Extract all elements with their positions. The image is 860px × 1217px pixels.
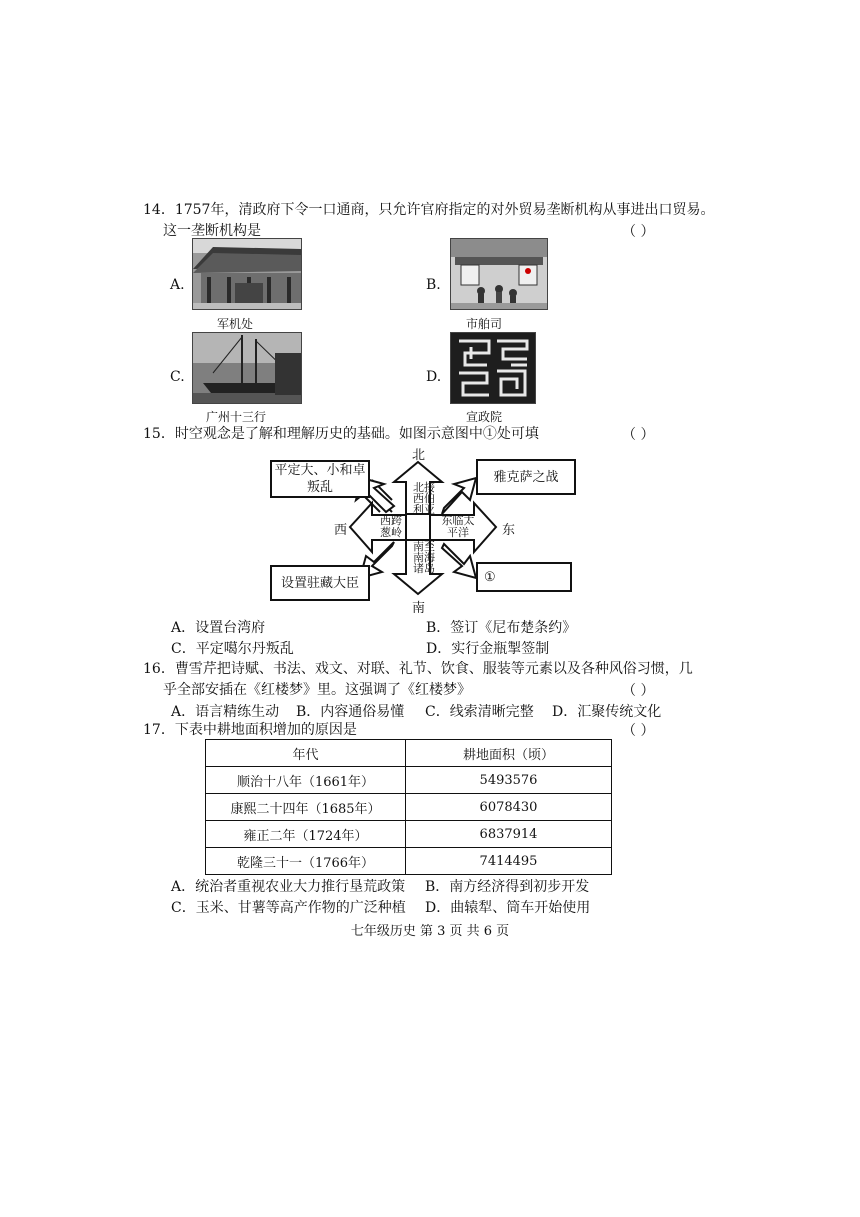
q15-answer-paren: （ ） (622, 427, 655, 443)
q17-option-c: C．玉米、甘薯等高产作物的广泛种植 (171, 900, 406, 916)
q14-option-b-caption: 市舶司 (466, 317, 503, 331)
farmland-area-table (205, 739, 612, 875)
q14-option-c-letter: C. (170, 369, 185, 385)
arrow-south-text: 南至南海诸岛 (413, 540, 435, 575)
table-cell-era: 雍正二年（1724年） (206, 821, 406, 848)
table-cell-area: 7414495 (406, 848, 612, 875)
table-row (206, 848, 612, 875)
diagram-north-label: 北 (412, 448, 426, 463)
q14-option-d-letter: D. (426, 369, 442, 385)
table-header-row (206, 740, 612, 767)
table-cell-era: 顺治十八年（1661年） (206, 767, 406, 794)
q15-option-c: C．平定噶尔丹叛乱 (171, 641, 294, 657)
diagram-box-top-right: 雅克萨之战 (476, 459, 576, 495)
diagram-box-top-left: 平定大、小和卓叛乱 (270, 460, 370, 498)
q14-option-b-letter: B. (426, 277, 441, 293)
table-row (206, 794, 612, 821)
diagram-box-blank-1: ① (476, 562, 572, 592)
arrow-west-text: 西跨葱岭 (380, 514, 402, 539)
q16-option-b: B．内容通俗易懂 (296, 704, 405, 720)
q17-option-d: D．曲辕犁、筒车开始使用 (425, 900, 591, 916)
q14-option-c-caption: 广州十三行 (206, 410, 267, 424)
q15-option-d: D．实行金瓶掣签制 (426, 641, 550, 657)
table-cell-era: 康熙二十四年（1685年） (206, 794, 406, 821)
q17-answer-paren: （ ） (622, 723, 655, 739)
table-cell-era: 乾隆三十一（1766年） (206, 848, 406, 875)
table-header-era: 年代 (206, 740, 406, 767)
page-footer: 七年级历史 第 3 页 共 6 页 (350, 924, 510, 939)
diagram-south-label: 南 (412, 601, 426, 616)
q17-option-a: A．统治者重视农业大力推行垦荒政策 (171, 879, 406, 895)
q16-stem-line1: 16．曹雪芹把诗赋、书法、戏文、对联、礼节、饮食、服装等元素以及各种风俗习惯，几 (143, 661, 693, 677)
q14-stem-line2: 这一垄断机构是 (163, 223, 261, 239)
table-row (206, 767, 612, 794)
q15-option-b: B．签订《尼布楚条约》 (426, 620, 577, 636)
q14-stem-line1: 14．1757年，清政府下令一口通商，只允许官府指定的对外贸易垄断机构从事进出口贸易。 (143, 202, 715, 218)
q16-option-c: C．线索清晰完整 (425, 704, 534, 720)
q17-stem: 17．下表中耕地面积增加的原因是 (143, 722, 357, 738)
arrow-east-text: 东临太平洋 (441, 514, 475, 539)
q15-option-a: A．设置台湾府 (171, 620, 266, 636)
q16-answer-paren: （ ） (622, 683, 655, 699)
q16-option-d: D．汇聚传统文化 (552, 704, 662, 720)
arrow-north-text: 北接西伯利亚 (413, 481, 435, 516)
diagram-box-bottom-left: 设置驻藏大臣 (270, 565, 370, 601)
q14-option-d-caption: 宣政院 (466, 410, 503, 424)
q14-option-a-caption: 军机处 (217, 317, 254, 331)
q14-option-a-letter: A. (170, 277, 185, 293)
diagram-west-label: 西 (334, 523, 348, 538)
q17-option-b: B．南方经济得到初步开发 (425, 879, 590, 895)
table-row (206, 821, 612, 848)
table-header-area: 耕地面积（顷） (406, 740, 612, 767)
q15-stem: 15．时空观念是了解和理解历史的基础。如图示意图中①处可填 (143, 426, 539, 442)
q16-stem-line2: 乎全部安插在《红楼梦》里。这强调了《红楼梦》 (163, 682, 471, 698)
table-cell-area: 6837914 (406, 821, 612, 848)
table-cell-area: 6078430 (406, 794, 612, 821)
table-cell-area: 5493576 (406, 767, 612, 794)
diagram-east-label: 东 (502, 523, 516, 538)
q16-option-a: A．语言精练生动 (171, 704, 280, 720)
q14-answer-paren: （ ） (622, 224, 655, 240)
